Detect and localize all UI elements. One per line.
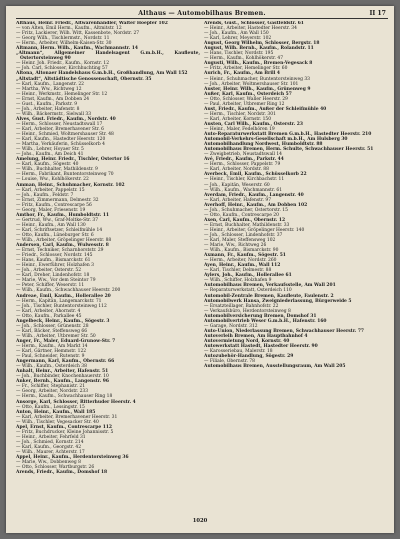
right-column bbox=[204, 21, 388, 513]
directory-entry: — Joh., Schlosser, Lindenhofstr. 37 bbox=[204, 232, 283, 238]
directory-entry: — Heinr., Arbeiter, Fehrfeld 31 bbox=[16, 434, 86, 440]
directory-entry: Autovermietung Nord, Kornstr. 40 bbox=[204, 338, 290, 344]
directory-entry: — Heinr. Joh. Friedr., Kaufm., Kornstr. 12 bbox=[16, 61, 110, 67]
directory-entry: Automobilvertrieb Weser G.m.b.H., Hafenstr. 160 bbox=[204, 318, 327, 324]
directory-entry: Autozubehör-Handlung, Sögestr. 29 bbox=[204, 354, 294, 360]
directory-entry: — Heinr., Werkmstr., Hemelinger Str. 12 bbox=[16, 91, 108, 97]
directory-entry: — Georg, Arbeiter, Nordstr. 233 bbox=[16, 389, 89, 395]
directory-entry: — Louise, Ww., Kohlhökerstr. 22 bbox=[16, 177, 89, 183]
directory-entry: — Paul, Arbeiter, Utbremer Ring 12 bbox=[204, 101, 285, 107]
directory-entry: — Karl, Kaufm., Georgstr. 42 bbox=[16, 444, 82, 450]
directory-entry: Andreae, Emil, Kaufm., Hollerallee 20 bbox=[16, 293, 111, 299]
directory-entry: — Joh., Buchbinder, Knochenhauerstr. 10 bbox=[16, 374, 109, 380]
directory-entry: Ayen, Heinr., Kaufm., Wall 112 bbox=[204, 263, 281, 269]
directory-entry: — Wilh., Tischler, Vegesacker Str. 40 bbox=[16, 419, 99, 425]
directory-entry: — Heinr., Schmied, Woltmershauser Str. 48 bbox=[16, 132, 114, 138]
directory-entry: — Martha, Verkäuferin, Schüsselkorb 4 bbox=[16, 142, 105, 148]
directory-entry: Auster, Heinr. Wilh., Kaufm., Grünenweg 9 bbox=[204, 86, 311, 92]
directory-entry: — Karosseriebau, Malerstr. 18 bbox=[204, 349, 273, 355]
directory-entry: Appel, Heinr., Kaufm., Herdentorsteinweg 36 bbox=[16, 455, 129, 461]
directory-entry: — Verkaufsbüro, Herdentorsteinweg 8 bbox=[204, 308, 291, 314]
directory-entry: — Karl, Schriftsetzer, Schleifmühle 14 bbox=[16, 227, 103, 233]
directory-entry: — Joh., Schmied, Kornstr. 214 bbox=[16, 439, 84, 445]
directory-entry: — Karl, Arbeiter, Ahornstr. 4 bbox=[16, 308, 81, 314]
directory-entry: Alves, Gust. Friedr., Kaufm., Nordstr. 40 bbox=[16, 116, 116, 122]
running-header-title: Althaus — Automobilhaus Bremen. bbox=[138, 10, 266, 17]
directory-entry: — Herm., Schlosser, Neustadtswall 17 bbox=[16, 121, 103, 127]
directory-entry: — Karl, Arbeiter, Kornstr. 150 bbox=[204, 116, 272, 122]
directory-entry: — Otto, Kaufm., Parkallee 45 bbox=[16, 313, 82, 319]
directory-entry: Axmann, Fr., Kaufm., Sögestr. 51 bbox=[204, 253, 286, 259]
directory-entry: — Ernst, Kaufm., Am Dobben 24 bbox=[16, 96, 90, 102]
directory-entry: — Karl, Arbeiter, Pappelstr. 15 bbox=[16, 187, 85, 193]
directory-entry: Amthor, Fr., Kaufm., Humboldtstr. 11 bbox=[16, 212, 110, 218]
directory-entry: Automobilhaus Bremen, Ausstellungsraum, Am Wall 205 bbox=[204, 364, 346, 370]
directory-entry: Automobilhaus Bremen, Verkaufsstelle, Am Wall 201 bbox=[204, 283, 336, 289]
directory-entry: — Reparaturwerkstatt, Osterdeich 110 bbox=[204, 288, 292, 294]
directory-entry: — Joh. Carl, Schlosser, Kirchhuchting 57 bbox=[16, 66, 108, 72]
directory-entry: — Garage, Nordstr. 312 bbox=[204, 323, 258, 329]
directory-entry: — Georg, Maler, Friesenstr. 19 bbox=[16, 207, 86, 213]
directory-entry: — Gertrud, Ww., Graf-Moltke-Str. 37 bbox=[16, 217, 99, 223]
directory-entry: — Ernst, Buchhalter, Mathildenstr. 33 bbox=[204, 222, 290, 228]
directory-entry: — Karl, Kaufm., Hastedter Heerstr. 120 bbox=[16, 137, 106, 143]
directory-entry: — Joh., Kaufm., Am Wall 150 bbox=[204, 31, 269, 37]
directory-entry: — Karl, Arbeiter, Hafenstr. 97 bbox=[204, 197, 272, 203]
directory-entry: Außer, Karl, Kaufm., Osterdeich 57 bbox=[204, 91, 292, 97]
directory-entry: Axen, Carl, Kaufm., Obernstr. 12 bbox=[204, 217, 286, 223]
directory-entry: — Heinr., Schuhmacher, Buntentorsteinweg 33 bbox=[204, 76, 310, 82]
directory-entry: — Wilh., Buchhalter, Mathildenstr. 9 bbox=[16, 167, 98, 173]
directory-entry: — Wilh., Arbeiter, Gröpelinger Heerstr. 88 bbox=[16, 238, 112, 244]
directory-entry: — Herm., Kaufm., Schwachhauser Ring 18 bbox=[16, 394, 113, 400]
directory-entry: — Heinr., Maler, Fedelhören 19 bbox=[204, 126, 275, 132]
directory-entry: Averbeck, Emil, Kaufm., Schüsselkorb 22 bbox=[204, 172, 307, 178]
directory-entry: — Karl, Lehrer, Meyerstr. 102 bbox=[204, 36, 272, 42]
directory-entry: — Fritz, Kaufm., Contrescarpe 56 bbox=[16, 202, 92, 208]
directory-entry: Austen, Carl Wilh., Kaufm., Osterstr. 23 bbox=[204, 121, 303, 127]
directory-entry: — Joh., Schuhmacher, Ostertorstr. 15 bbox=[204, 207, 288, 213]
directory-entry: Aust, Friedr., Kaufm., Außer der Schleifmühle 40 bbox=[204, 106, 327, 112]
directory-entry: Altmann, Herm. Wilh., Kaufm., Wachmannstr. 14 bbox=[16, 46, 138, 52]
directory-entry: Anton, Heinr., Kaufm., Wall 185 bbox=[16, 409, 96, 415]
directory-entry: „Altstadt“, Altstädtische Genossenschaft, Obernstr. 35 bbox=[16, 76, 152, 82]
directory-entry: — Joh., Arbeiter, Woltmershauser Str. 101 bbox=[204, 81, 299, 87]
directory-entry: Anker, Bernh., Kaufm., Langenstr. 96 bbox=[16, 379, 109, 385]
directory-entry: — Zweigbetrieb, Neustadtswall 14 bbox=[204, 152, 283, 158]
directory-entry: Averdam, Friedr., Kaufm., Langenstr. 40 bbox=[204, 192, 304, 198]
directory-entry: Automobilversicherung Bremen, Domshof 31 bbox=[204, 313, 317, 319]
directory-entry: — Heinr., Tischler, Kirchbachstr. 11 bbox=[204, 177, 285, 183]
directory-page bbox=[6, 6, 394, 533]
directory-entry: Angermann, Karl, Kaufm., Obernstr. 66 bbox=[16, 359, 115, 365]
directory-entry: — Joh., Arbeiter, Osterstr. 52 bbox=[16, 268, 82, 274]
directory-entry: — Joh., Tischler, Buntentorsteinweg 112 bbox=[16, 303, 107, 309]
directory-entry: — von Alten, Emil Herm., Kaufm., Altmitstr. 12 bbox=[16, 26, 122, 32]
directory-entry: — Paul, Schneider, Rutenstr. 9 bbox=[16, 354, 85, 360]
directory-entry: — Otto, Schlosser, Wartburgstr. 26 bbox=[16, 465, 95, 471]
directory-entry: — Georg Wilh., Tischlermstr., Nordstr. 11 bbox=[16, 36, 110, 42]
directory-entry: August, Wilh. Bernh., Kaufm., Rolandstr. 11 bbox=[204, 46, 314, 52]
directory-entry: — Herm., Kapitän, Langemarckstr. 71 bbox=[16, 298, 102, 304]
directory-entry: — Karl, Kaufm., Sögestr. 40 bbox=[16, 162, 79, 168]
directory-entry: — Wilh., Kaufm., Wachmannstr. 61 bbox=[204, 187, 283, 193]
directory-entry: — Otto, Schlosser, Waller Heerstr. 29 bbox=[204, 96, 288, 102]
directory-entry: — Joh., Schlosser, Grünenstr. 28 bbox=[16, 323, 89, 329]
directory-entry: — Otto, Kaufm., Lessingstr. 15 bbox=[16, 404, 85, 410]
directory-entry: — Wilh., Kaufm., Bismarckstr. 90 bbox=[204, 248, 279, 254]
directory-entry: — Herm., Schlosser, Pappelstr. 79 bbox=[204, 162, 281, 168]
directory-entry: — Karl, Kaufm., Langenstr. 22 bbox=[16, 81, 85, 87]
directory-entry: — Fritz, Lackierer, Wilh. Witt, Kassenbote, Nordstr. 27 bbox=[16, 31, 140, 37]
running-header bbox=[16, 9, 388, 18]
directory-entry: Averhoff, Heinr., Kaufm., Am Dobben 102 bbox=[204, 202, 308, 208]
directory-entry: Arends, Gust., Schlosser, Gastfeldstr. 61 bbox=[204, 21, 304, 26]
directory-entry: Autoverleih Bremen, Am Hauptbahnhof 4 bbox=[204, 333, 308, 339]
running-header-signature: II 17 bbox=[369, 10, 386, 17]
left-column bbox=[16, 21, 200, 513]
directory-entry: — Fritz, Buchdrucker, Kleine Johannisstr. 5 bbox=[16, 429, 114, 435]
directory-entry: Amelung, Heinr. Friedr., Tischler, Ostertor 16 bbox=[16, 157, 130, 163]
directory-entry: Andersen, Carl, Kaufm., Wulwesstr. 8 bbox=[16, 243, 109, 249]
directory-entry: — Herm., Kaufm., Am Markt 14 bbox=[16, 344, 88, 349]
directory-entry: — Heinr., Arbeiter, Hastedter Heerstr. 34 bbox=[204, 26, 297, 32]
directory-entry: August, Georg Wilhelm, Schlosser, Bergstr. 18 bbox=[204, 41, 320, 47]
directory-entry: — Karl, Arbeiter, Bremerhavener Str. 6 bbox=[16, 126, 104, 132]
directory-entry: — Heinr., Arbeiter, Gröpelinger Heerstr. 140 bbox=[204, 227, 305, 233]
directory-entry: Auto-Reparaturwerkstatt Bremen G.m.b.H., Hastedter Heerstr. 210 bbox=[204, 132, 372, 138]
directory-entry: Automobil-Verkehrs-Gesellschaft m.b.H., Am Hulsberg 30 bbox=[204, 137, 348, 143]
directory-entry: — Joh., Kapitän, Weserstr. 60 bbox=[204, 182, 270, 188]
directory-entry: — Wilh., Kaufm., Osterdeich 38 bbox=[16, 364, 87, 370]
directory-entry: — Ernst, Zimmermann, Delmestr. 32 bbox=[16, 197, 99, 203]
directory-entry: Altona, Altonaer Handelshaus G.m.b.H., Großhandlung, Am Wall 152 bbox=[16, 71, 188, 77]
directory-entry: — Peter, Schiffer, Weserstr. 11 bbox=[16, 283, 85, 289]
directory-entry: — Herm., Kaufm., Kohlhökerstr. 47 bbox=[204, 56, 284, 62]
page-number: 1020 bbox=[192, 518, 208, 524]
directory-entry: — Joh., Arbeiter, Hafenstr. 8 bbox=[16, 106, 80, 112]
directory-entry: Arends, Friedr., Kaufm., Domshof 18 bbox=[16, 470, 108, 476]
directory-entry: — Heinr., Ewerführer, Holzhafen 3 bbox=[16, 263, 94, 269]
directory-entry: — Fr., Schiffer, Stephanistr. 21 bbox=[16, 384, 86, 390]
directory-entry: — Herm., Arbeiter, Wilhelm-Kaisen-Str. 30 bbox=[16, 41, 112, 47]
directory-entry: — Martha, Ww., Richtweg 12 bbox=[16, 86, 82, 92]
directory-entry: Angelbeck, Heinr., Kaufm., Sögestr. 3 bbox=[16, 318, 110, 324]
directory-entry: Automobilhandlung Nordwest, Humboldtstr. 88 bbox=[204, 142, 323, 148]
directory-entry: Anhalt, Heinr., Arbeiter, Hafenstr. 51 bbox=[16, 369, 109, 375]
directory-entry: — Wilh., Maurer, Achterstr. 17 bbox=[16, 449, 85, 455]
directory-entry: — Ernst, Techniker, Scharnhorststr. 29 bbox=[16, 248, 104, 254]
directory-entry: — Wilh., Arbeiter, Utbremer Str. 50 bbox=[16, 333, 96, 339]
directory-entry: Automobilhaus Bremen, Herm. Schulte, Schwachhauser Heerstr. 51 bbox=[204, 147, 374, 153]
directory-entry: Ansorge, Karl, Schlosser, Ritterhuder Heerstr. 4 bbox=[16, 399, 136, 405]
directory-entry: — Herm., Tischler, Nordstr. 301 bbox=[204, 111, 276, 117]
directory-entry: Automobilwerk Hansa, Zweigniederlassung, Bürgerweide 5 bbox=[204, 298, 352, 304]
directory-entry: — Marie, Ww., Dobbenweg 8 bbox=[16, 460, 81, 466]
directory-entry: Avé, Friedr., Kaufm., Parkstr. 44 bbox=[204, 157, 284, 163]
directory-entry: — Herm., Arbeiter, Nordstr. 260 bbox=[204, 258, 277, 264]
directory-entry: — Marie, Ww., Vor dem Steintor 79 bbox=[16, 278, 96, 284]
directory-entry: Amman, Heinr., Schuhmacher, Kornstr. 102 bbox=[16, 182, 125, 188]
directory-entry: — Ersatzteillager, Bahnhofstr. 22 bbox=[204, 303, 279, 309]
directory-entry: Althaus, Heinr. Friedr., Altwarenhändler, Walter Hoepfer 102 bbox=[16, 21, 168, 26]
directory-entry: Autowerkstatt Hastedt, Hastedter Heerstr. 90 bbox=[204, 344, 318, 349]
directory-entry: — Hans, Tischler, Nordstr. 195 bbox=[204, 51, 274, 57]
directory-entry: — Wilh., Lehrer, Hoyaer Str. 5 bbox=[16, 147, 84, 153]
directory-entry: — Otto, Kaufm., Lüneburger Str. 6 bbox=[16, 232, 94, 238]
directory-entry: Auto-Union, Niederlassung Bremen, Schwachhauser Heerstr. 77 bbox=[204, 328, 365, 334]
header-rule bbox=[16, 18, 388, 19]
directory-entry: — Joh., Kaufm., Feldstr. 7 bbox=[16, 192, 74, 198]
directory-entry: — Johs., Kaufm., Am Deich 41 bbox=[16, 152, 84, 158]
directory-entry: Automobil-Zentrale Bremen, Kaufleute, Faulenstr. 2 bbox=[204, 293, 334, 299]
directory-entry: — Hans, Kaufm., Bismarckstr. 61 bbox=[16, 258, 91, 264]
directory-entry: — Karl, Dreher, Lindenhofstr. 18 bbox=[16, 273, 90, 279]
directory-entry: — Heinr., Kaufm., Am Wall 130 bbox=[16, 222, 86, 228]
directory-entry: — Wilh., Bäckermstr., Sielwall 33 bbox=[16, 111, 92, 117]
directory-entry: — Karl, Arbeiter, Bremerhavener Heerstr. 31 bbox=[16, 414, 118, 420]
directory-entry: — Karl, Gärtner, Hemmstr. 122 bbox=[16, 349, 87, 355]
directory-entry: — Otto, Kaufm., Contrescarpe 20 bbox=[204, 212, 279, 218]
directory-entry: Apel, Ernst, Kaufm., Contrescarpe 112 bbox=[16, 424, 113, 430]
directory-entry: — Karl, Maler, Steffensweg 102 bbox=[204, 238, 276, 244]
directory-entry: Aylers, Joh., Kaufm., Hollerallee 61 bbox=[204, 273, 292, 279]
directory-entry: — Herm., Fabrikant, Buntentorsteinweg 70 bbox=[16, 172, 114, 178]
directory-entry: Anger, Fr., Maler, Eduard-Grunow-Str. 7 bbox=[16, 338, 116, 344]
directory-entry: — Karl, Bäcker, Steffensweg 66 bbox=[16, 328, 88, 334]
directory-entry: — Gust., Kaufm., Parkstr. 9 bbox=[16, 101, 78, 107]
directory-entry: Augusti, Wilh., Kaufm., Bremen-Vegesack 8 bbox=[204, 61, 313, 67]
directory-entry: — Karl, Arbeiter, Nordstr. 88 bbox=[204, 167, 269, 173]
directory-entry: „Altmann“, Allgemeiner Handelsagent G.m.b.H., Kaufleute, Ostertorsteinweg 90 bbox=[16, 51, 200, 62]
directory-entry: — Marie, Ww., Richtweg 26 bbox=[204, 243, 267, 249]
directory-entry: — Wilh., Schiffer, Holzhafen 9 bbox=[204, 278, 272, 284]
directory-entry: — Fritz, Arbeiter, Hemelinger Str. 60 bbox=[204, 66, 288, 72]
directory-entry: — Filiale, Obernstr. 78 bbox=[204, 359, 255, 365]
directory-entry: — Wilh., Kaufm., Schwachhauser Heerstr. 200 bbox=[16, 288, 121, 294]
directory-entry: — Karl, Tischler, Delmestr. 88 bbox=[204, 268, 272, 274]
directory-entry: Aurich, Fr., Kaufm., Am Brill 4 bbox=[204, 71, 281, 77]
directory-entry: — Friedr., Schlosser, Nordstr. 145 bbox=[16, 253, 93, 259]
